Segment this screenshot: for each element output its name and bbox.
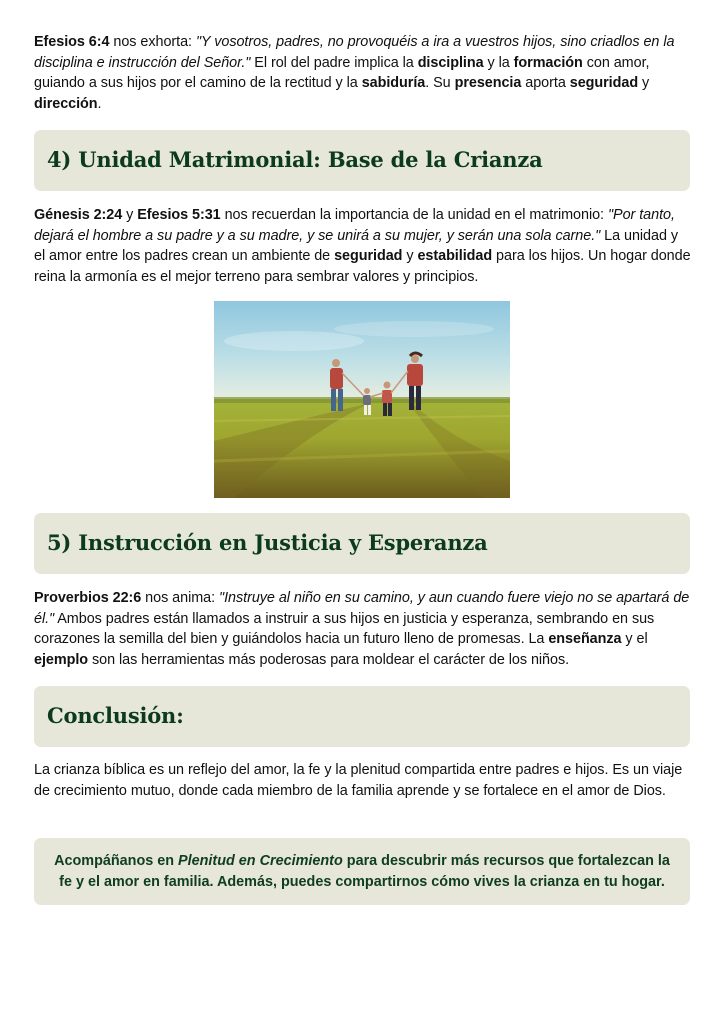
text: La unidad y el amor entre los padres crean un ambiente de xyxy=(34,227,679,265)
text: El rol del padre implica la xyxy=(250,54,418,71)
text: nos anima: xyxy=(141,590,220,606)
section-5-heading-box xyxy=(34,513,690,574)
emphasis: dirección xyxy=(34,95,98,112)
text: aporta xyxy=(521,75,570,92)
text: Acompáñanos en xyxy=(54,852,179,869)
emphasis: seguridad xyxy=(569,75,639,92)
bible-reference: Efesios 6:4 xyxy=(34,34,110,50)
conclusion-heading-box xyxy=(34,686,690,747)
emphasis: presencia xyxy=(454,75,522,92)
bible-reference: Génesis 2:24 xyxy=(34,207,123,223)
text: con amor, guiando a sus hijos por el camino de la rectitud y la xyxy=(34,54,650,92)
intro-paragraph xyxy=(34,32,692,114)
bible-quote: "Por tanto, dejará el hombre a su padre y a su madre, y se unirá a su mujer, y serán una sola carne." xyxy=(34,207,675,244)
text: . xyxy=(97,95,102,112)
text: son las herramientas más poderosas para moldear el carácter de los niños. xyxy=(88,651,570,668)
section-4-paragraph xyxy=(34,205,692,287)
text: . Su xyxy=(425,75,455,92)
brand-name: Plenitud en Crecimiento xyxy=(178,852,343,869)
emphasis: ejemplo xyxy=(34,651,89,668)
emphasis: estabilidad xyxy=(417,248,493,265)
bible-reference: Proverbios 22:6 xyxy=(34,590,142,606)
text: y xyxy=(402,248,418,265)
family-field-image xyxy=(214,301,510,498)
text: y la xyxy=(483,54,514,71)
emphasis: enseñanza xyxy=(548,631,622,648)
text: y xyxy=(122,207,138,223)
text: para descubrir más recursos que fortalezcan la fe y el amor en familia. Además, puedes compartirnos cómo vives la crianza en tu hogar. xyxy=(59,852,670,890)
text: nos exhorta: xyxy=(109,34,196,50)
bible-quote: "Instruye al niño en su camino, y aun cuando fuere viejo no se apartará de él." xyxy=(34,590,690,627)
emphasis: sabiduría xyxy=(361,75,426,92)
call-to-action-text xyxy=(52,851,672,892)
section-5-paragraph xyxy=(34,588,692,670)
section-4-heading-box xyxy=(34,130,690,191)
conclusion-paragraph: La crianza bíblica es un reflejo del amor, la fe y la plenitud compartida entre padres e hijos. Es un viaje de crecimiento mutuo, donde cada miembro de la familia aprende y se fortalece en el amor de Dios. xyxy=(34,762,683,799)
text: para los hijos. Un hogar donde reina la armonía es el mejor terreno para sembrar valores y principios. xyxy=(34,248,691,285)
bible-quote: "Y vosotros, padres, no provoquéis a ira a vuestros hijos, sino criadlos en la disciplina e instrucción del Señor." xyxy=(34,34,675,71)
section-4-heading: 4) Unidad Matrimonial: Base de la Crianza xyxy=(47,147,543,172)
conclusion-heading: Conclusión: xyxy=(47,703,184,728)
emphasis: disciplina xyxy=(417,54,484,71)
text: Ambos padres están llamados a instruir a sus hijos en justicia y esperanza, sembrando en sus corazones la semilla del bien y guiándolos hacia un futuro lleno de promesas. La xyxy=(34,610,655,648)
emphasis: seguridad xyxy=(334,248,403,265)
text: nos recuerdan la importancia de la unidad en el matrimonio: xyxy=(220,207,608,223)
emphasis: formación xyxy=(513,54,583,71)
text: y el xyxy=(621,631,648,648)
bible-reference: Efesios 5:31 xyxy=(137,207,221,223)
family-photo xyxy=(214,301,510,498)
section-5-heading: 5) Instrucción en Justicia y Esperanza xyxy=(47,530,488,555)
call-to-action-box xyxy=(34,838,690,905)
text: y xyxy=(638,75,650,92)
